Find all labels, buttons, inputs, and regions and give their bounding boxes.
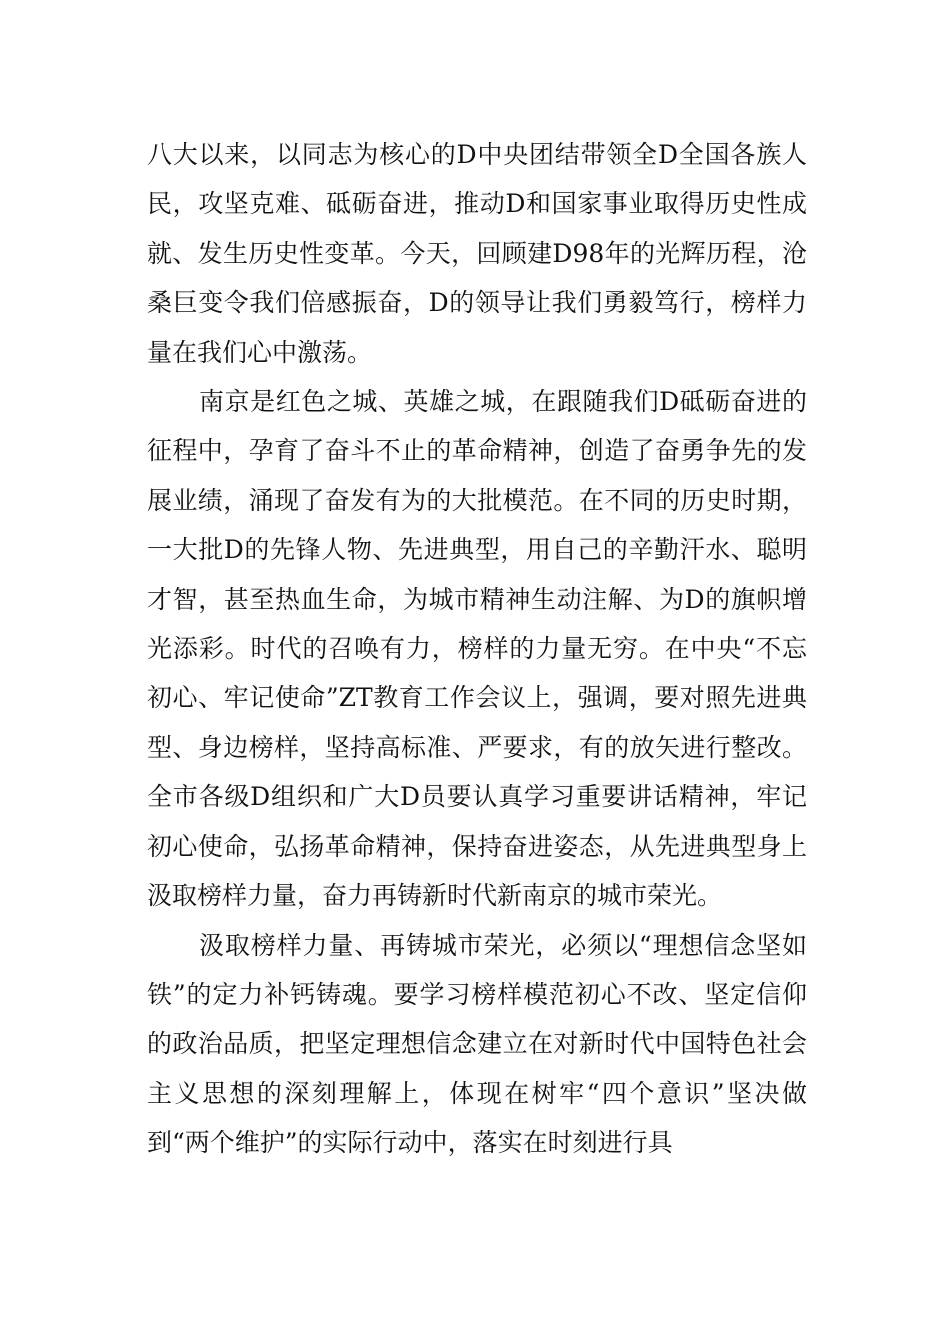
paragraph-3: 汲取榜样力量、再铸城市荣光，必须以“理想信念坚如铁”的定力补钙铸魂。要学习榜样模范初心不改、坚定信仰的政治品质，把坚定理想信念建立在对新时代中国特色社会主义思想的深刻理解上，体现在树牢“四个意识”坚决做到“两个维护”的实际行动中，落实在时刻进行具 <box>147 930 807 1158</box>
paragraph-2: 南京是红色之城、英雄之城，在跟随我们D砥砺奋进的征程中，孕育了奋斗不止的革命精神，创造了奋勇争先的发展业绩，涌现了奋发有为的大批模范。在不同的历史时期，一大批D的先锋人物、先进典型，用自己的辛勤汗水、聪明才智，甚至热血生命，为城市精神生动注解、为D的旗帜增光添彩。时代的召唤有力，榜样的力量无穷。在中央“不忘初心、牢记使命”ZT教育工作会议上，强调，要对照先进典型、身边榜样，坚持高标准、严要求，有的放矢进行整改。全市各级D组织和广大D员要认真学习重要讲话精神，牢记初心使命，弘扬革命精神，保持奋进姿态，从先进典型身上汲取榜样力量，奋力再铸新时代新南京的城市荣光。 <box>147 387 807 911</box>
paragraph-1: 八大以来，以同志为核心的D中央团结带领全D全国各族人民，攻坚克难、砥砺奋进，推动D和国家事业取得历史性成就、发生历史性变革。今天，回顾建D98年的光辉历程，沧桑巨变令我们倍感振奋，D的领导让我们勇毅笃行，榜样力量在我们心中激荡。 <box>147 140 807 367</box>
body-text <box>147 130 807 1168</box>
